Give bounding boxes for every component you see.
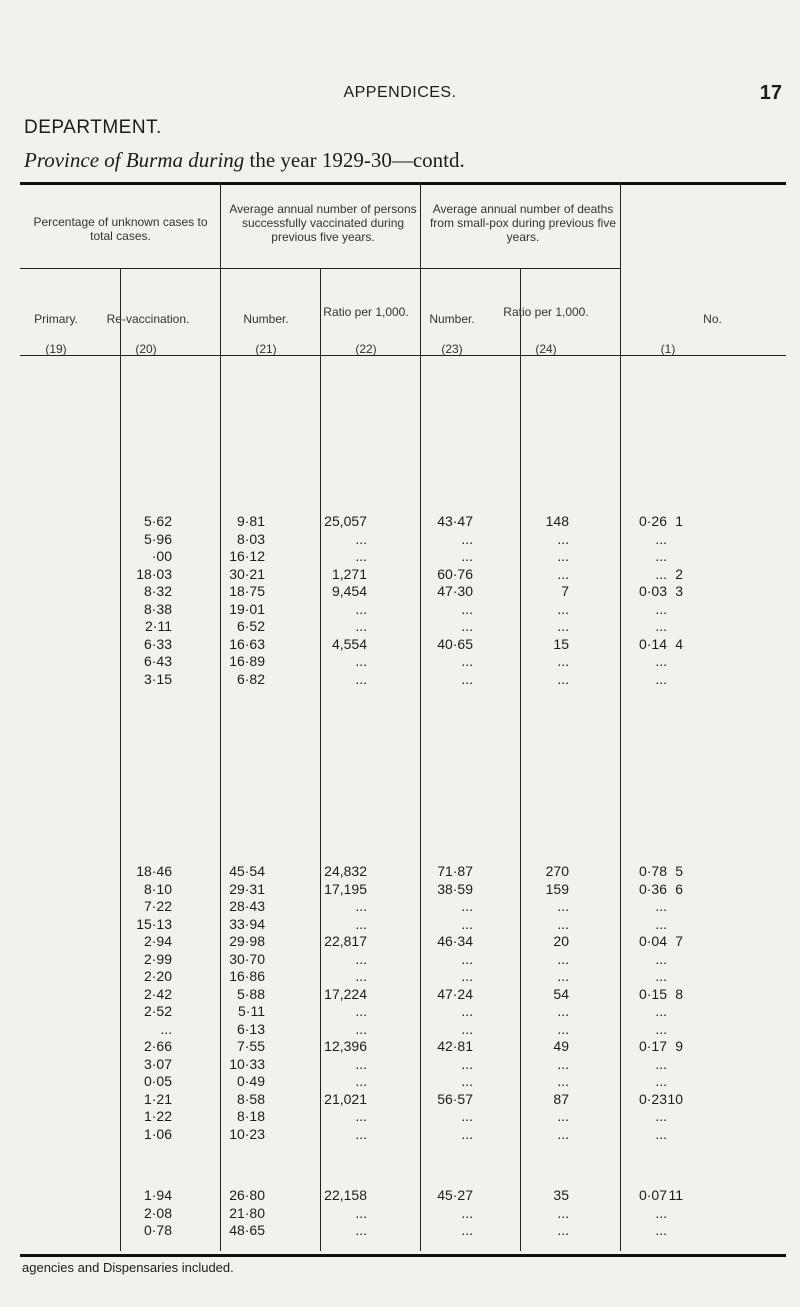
table-cell: 0·26 xyxy=(638,513,667,529)
table-cell: ... xyxy=(355,653,367,669)
table-cell: ... xyxy=(655,1003,667,1019)
table-cell: 0·36 xyxy=(638,880,667,897)
table-cell: 3·07 xyxy=(143,1055,172,1072)
table-cell: ... xyxy=(461,1125,473,1142)
table-cell: 4 xyxy=(675,635,683,652)
table-cell: ... xyxy=(461,1055,473,1072)
column-number: (23) xyxy=(441,342,463,356)
table-cell: ... xyxy=(355,618,367,634)
province-title-italic: Province of Burma during xyxy=(24,148,245,172)
table-cell: ... xyxy=(355,1108,367,1124)
table-cell: 2·11 xyxy=(145,618,172,634)
table-cell: 2 xyxy=(675,565,683,582)
table-cell: 29·31 xyxy=(229,880,265,897)
table-cell: 21·80 xyxy=(229,1204,265,1221)
table-cell: ... xyxy=(355,1003,367,1019)
table-cell: 5·62 xyxy=(143,513,172,529)
table-cell: ... xyxy=(655,1222,667,1238)
table-cell: 0·23 xyxy=(638,1090,667,1107)
table-cell: ... xyxy=(355,915,367,932)
table-cell: 60·76 xyxy=(437,565,473,582)
table-cell: 16·89 xyxy=(229,653,265,669)
table-cell: 49 xyxy=(553,1038,569,1054)
table-cell: 1,271 xyxy=(331,565,367,582)
table-cell: 0·17 xyxy=(638,1038,667,1054)
table-cell: 5·88 xyxy=(236,985,265,1002)
table-cell: 8·03 xyxy=(236,530,265,547)
table-cell: 4,554 xyxy=(331,635,367,652)
table-cell: 6·52 xyxy=(236,618,265,634)
table-cell: 29·98 xyxy=(229,933,265,949)
column-number: (19) xyxy=(45,342,67,356)
table-cell: 1·06 xyxy=(143,1125,172,1142)
table-cell: ... xyxy=(557,915,569,932)
table-cell: ... xyxy=(461,1204,473,1221)
table-cell: ... xyxy=(655,600,667,617)
table-cell: ... xyxy=(461,670,473,687)
table-cell: 43·47 xyxy=(437,513,473,529)
table-cell: 0·04 xyxy=(638,933,667,949)
table-cell: ... xyxy=(461,548,473,564)
department-heading: DEPARTMENT. xyxy=(24,117,162,138)
table-cell: ... xyxy=(461,600,473,617)
table-cell: 28·43 xyxy=(229,898,265,914)
column-header: Re-vaccination. xyxy=(106,312,190,326)
table-cell: 56·57 xyxy=(437,1090,473,1107)
province-title xyxy=(24,148,465,173)
table-cell: ... xyxy=(355,1125,367,1142)
table-cell: ... xyxy=(655,565,667,582)
table-cell: ... xyxy=(655,618,667,634)
table-cell: 16·86 xyxy=(229,968,265,984)
table-cell: 6·13 xyxy=(236,1020,265,1037)
table-cell: ... xyxy=(355,600,367,617)
table-cell: 5·96 xyxy=(143,530,172,547)
table-cell: 40·65 xyxy=(437,635,473,652)
table-cell: 47·24 xyxy=(437,985,473,1002)
table-cell: ... xyxy=(355,898,367,914)
table-cell: ... xyxy=(655,1108,667,1124)
column-header: Number. xyxy=(429,312,475,326)
table-cell: 46·34 xyxy=(437,933,473,949)
table-cell: 12,396 xyxy=(324,1038,367,1054)
running-title: APPENDICES. xyxy=(343,84,457,101)
table-cell: 18·46 xyxy=(136,863,172,879)
column-header: Primary. xyxy=(34,312,78,326)
table-cell: ... xyxy=(461,898,473,914)
table-cell: ... xyxy=(461,1222,473,1238)
table-cell: ... xyxy=(655,1055,667,1072)
table-cell: 71·87 xyxy=(437,863,473,879)
table-cell: ... xyxy=(557,600,569,617)
table-cell: 45·27 xyxy=(437,1187,473,1203)
table-cell: ... xyxy=(461,530,473,547)
table-cell: 2·08 xyxy=(143,1204,172,1221)
table-cell: ... xyxy=(655,968,667,984)
table-cell: 16·12 xyxy=(229,548,265,564)
table-cell: 3 xyxy=(675,583,683,599)
table-cell: 1·94 xyxy=(143,1187,172,1203)
table-cell: 16·63 xyxy=(229,635,265,652)
table-cell: 7 xyxy=(561,583,569,599)
table-cell: 10·23 xyxy=(229,1125,265,1142)
table-cell: ... xyxy=(461,1108,473,1124)
table-cell: ... xyxy=(355,1055,367,1072)
table-cell: ... xyxy=(355,548,367,564)
table-cell: 8·18 xyxy=(236,1108,265,1124)
table-cell: ... xyxy=(461,915,473,932)
table-cell: 17,224 xyxy=(324,985,367,1002)
table-cell: ... xyxy=(557,653,569,669)
table-cell: 1·21 xyxy=(143,1090,172,1107)
column-number: (24) xyxy=(535,342,557,356)
group-header-unknown-cases: Percentage of unknown cases to total cases. xyxy=(33,215,208,243)
page-number: 17 xyxy=(759,82,782,104)
table-cell: 0·15 xyxy=(638,985,667,1002)
column-number: (21) xyxy=(255,342,277,356)
column-number: (20) xyxy=(135,342,157,356)
table-cell: 19·01 xyxy=(229,600,265,617)
table-cell: 6 xyxy=(675,880,683,897)
table-cell: ... xyxy=(557,1222,569,1238)
table-cell: ... xyxy=(557,968,569,984)
table-cell: 18·75 xyxy=(229,583,265,599)
table-cell: ... xyxy=(461,1073,473,1089)
table-cell: 0·03 xyxy=(638,583,667,599)
table-cell: ... xyxy=(655,530,667,547)
table-cell: 30·70 xyxy=(229,950,265,967)
table-cell: 48·65 xyxy=(229,1222,265,1238)
table-cell: ... xyxy=(655,1020,667,1037)
table-cell: 54 xyxy=(553,985,569,1002)
table-cell: ... xyxy=(557,898,569,914)
table-cell: ... xyxy=(355,1073,367,1089)
table-cell: ... xyxy=(461,618,473,634)
table-cell: 22,158 xyxy=(324,1187,367,1203)
table-cell: 20 xyxy=(553,933,569,949)
table-cell: ... xyxy=(461,653,473,669)
table-cell: 159 xyxy=(545,880,569,897)
group-header-vaccinated: Average annual number of persons successfully vaccinated during previous five years. xyxy=(229,202,417,244)
table-cell: 2·66 xyxy=(143,1038,172,1054)
table-cell: ... xyxy=(557,1204,569,1221)
table-cell: ... xyxy=(557,1055,569,1072)
table-cell: 11 xyxy=(668,1187,683,1203)
table-cell: ·00 xyxy=(151,548,172,564)
table-cell: 0·05 xyxy=(143,1073,172,1089)
table-cell: ... xyxy=(557,565,569,582)
table-cell: 270 xyxy=(545,863,569,879)
table-cell: 2·94 xyxy=(143,933,172,949)
table-cell: 9·81 xyxy=(236,513,265,529)
table-cell: 21,021 xyxy=(324,1090,367,1107)
footnote: agencies and Dispensaries included. xyxy=(22,1260,234,1275)
table-cell: 0·49 xyxy=(236,1073,265,1089)
table-cell: 0·78 xyxy=(143,1222,172,1238)
table-cell: 6·82 xyxy=(236,670,265,687)
table-cell: ... xyxy=(655,898,667,914)
table-cell: ... xyxy=(461,1003,473,1019)
table-cell: 87 xyxy=(553,1090,569,1107)
table-cell: ... xyxy=(557,530,569,547)
table-cell: ... xyxy=(557,618,569,634)
table-cell: ... xyxy=(557,670,569,687)
table-cell: 10·33 xyxy=(229,1055,265,1072)
table-cell: 5·11 xyxy=(238,1003,265,1019)
table-cell: 6·43 xyxy=(143,653,172,669)
table-cell: ... xyxy=(557,548,569,564)
table-cell: 1·22 xyxy=(143,1108,172,1124)
table-cell: ... xyxy=(461,1020,473,1037)
table-cell: 35 xyxy=(553,1187,569,1203)
table-cell: ... xyxy=(655,915,667,932)
table-cell: 8·58 xyxy=(236,1090,265,1107)
table-cell: ... xyxy=(355,530,367,547)
column-header: Ratio per 1,000. xyxy=(503,305,589,319)
column-header: Ratio per 1,000. xyxy=(323,305,409,319)
table-cell: 8 xyxy=(675,985,683,1002)
table-cell: 15·13 xyxy=(136,915,172,932)
group-header-deaths: Average annual number of deaths from small-pox during previous five years. xyxy=(429,202,617,244)
table-cell: 25,057 xyxy=(324,513,367,529)
table-cell: 0·07 xyxy=(638,1187,667,1203)
table-cell: ... xyxy=(557,1003,569,1019)
table-cell: 26·80 xyxy=(229,1187,265,1203)
table-cell: 2·20 xyxy=(143,968,172,984)
table-cell: 22,817 xyxy=(324,933,367,949)
table-cell: 0·78 xyxy=(638,863,667,879)
table-cell: 2·52 xyxy=(143,1003,172,1019)
table-cell: ... xyxy=(655,670,667,687)
column-header: Number. xyxy=(243,312,289,326)
table-cell: 7 xyxy=(675,933,683,949)
table-cell: 30·21 xyxy=(229,565,265,582)
table-cell: 9 xyxy=(675,1038,683,1054)
table-cell: ... xyxy=(557,950,569,967)
table-cell: ... xyxy=(355,1222,367,1238)
table-cell: 6·33 xyxy=(143,635,172,652)
table-cell: 10 xyxy=(667,1090,683,1107)
table-cell: 5 xyxy=(675,863,683,879)
table-cell: ... xyxy=(557,1073,569,1089)
table-cell: 7·22 xyxy=(143,898,172,914)
column-number: (22) xyxy=(355,342,377,356)
group-header-rule xyxy=(20,268,620,269)
table-cell: 2·99 xyxy=(143,950,172,967)
column-number: (1) xyxy=(660,342,676,356)
table-cell: 148 xyxy=(545,513,569,529)
table-cell: ... xyxy=(655,1125,667,1142)
table-cell: ... xyxy=(557,1108,569,1124)
table-cell: 18·03 xyxy=(136,565,172,582)
table-cell: 3·15 xyxy=(143,670,172,687)
table-cell: 8·32 xyxy=(143,583,172,599)
table-cell: 24,832 xyxy=(324,863,367,879)
table-cell: 42·81 xyxy=(437,1038,473,1054)
table-cell: ... xyxy=(655,950,667,967)
table-cell: ... xyxy=(655,1204,667,1221)
no-header: No. xyxy=(703,312,722,326)
table-cell: ... xyxy=(557,1125,569,1142)
table-cell: ... xyxy=(655,548,667,564)
table-cell: 8·10 xyxy=(143,880,172,897)
table-cell: 47·30 xyxy=(437,583,473,599)
table-cell: 1 xyxy=(675,513,683,529)
table-cell: ... xyxy=(655,1073,667,1089)
table-cell: ... xyxy=(160,1020,172,1037)
table-cell: 38·59 xyxy=(437,880,473,897)
table-cell: 15 xyxy=(553,635,569,652)
table-cell: ... xyxy=(355,670,367,687)
table-cell: 0·14 xyxy=(638,635,667,652)
table-cell: 9,454 xyxy=(331,583,367,599)
table-cell: ... xyxy=(655,653,667,669)
table-cell: ... xyxy=(557,1020,569,1037)
table-cell: ... xyxy=(355,950,367,967)
table-cell: ... xyxy=(461,950,473,967)
table-cell: 45·54 xyxy=(229,863,265,879)
table-cell: 2·42 xyxy=(143,985,172,1002)
table-cell: 17,195 xyxy=(324,880,367,897)
province-title-rest: the year 1929-30—contd. xyxy=(249,148,465,172)
table-cell: 33·94 xyxy=(229,915,265,932)
table-cell: ... xyxy=(461,968,473,984)
table-cell: ... xyxy=(355,1020,367,1037)
table-cell: 8·38 xyxy=(143,600,172,617)
table-cell: 7·55 xyxy=(236,1038,265,1054)
table-cell: ... xyxy=(355,1204,367,1221)
table-cell: ... xyxy=(355,968,367,984)
